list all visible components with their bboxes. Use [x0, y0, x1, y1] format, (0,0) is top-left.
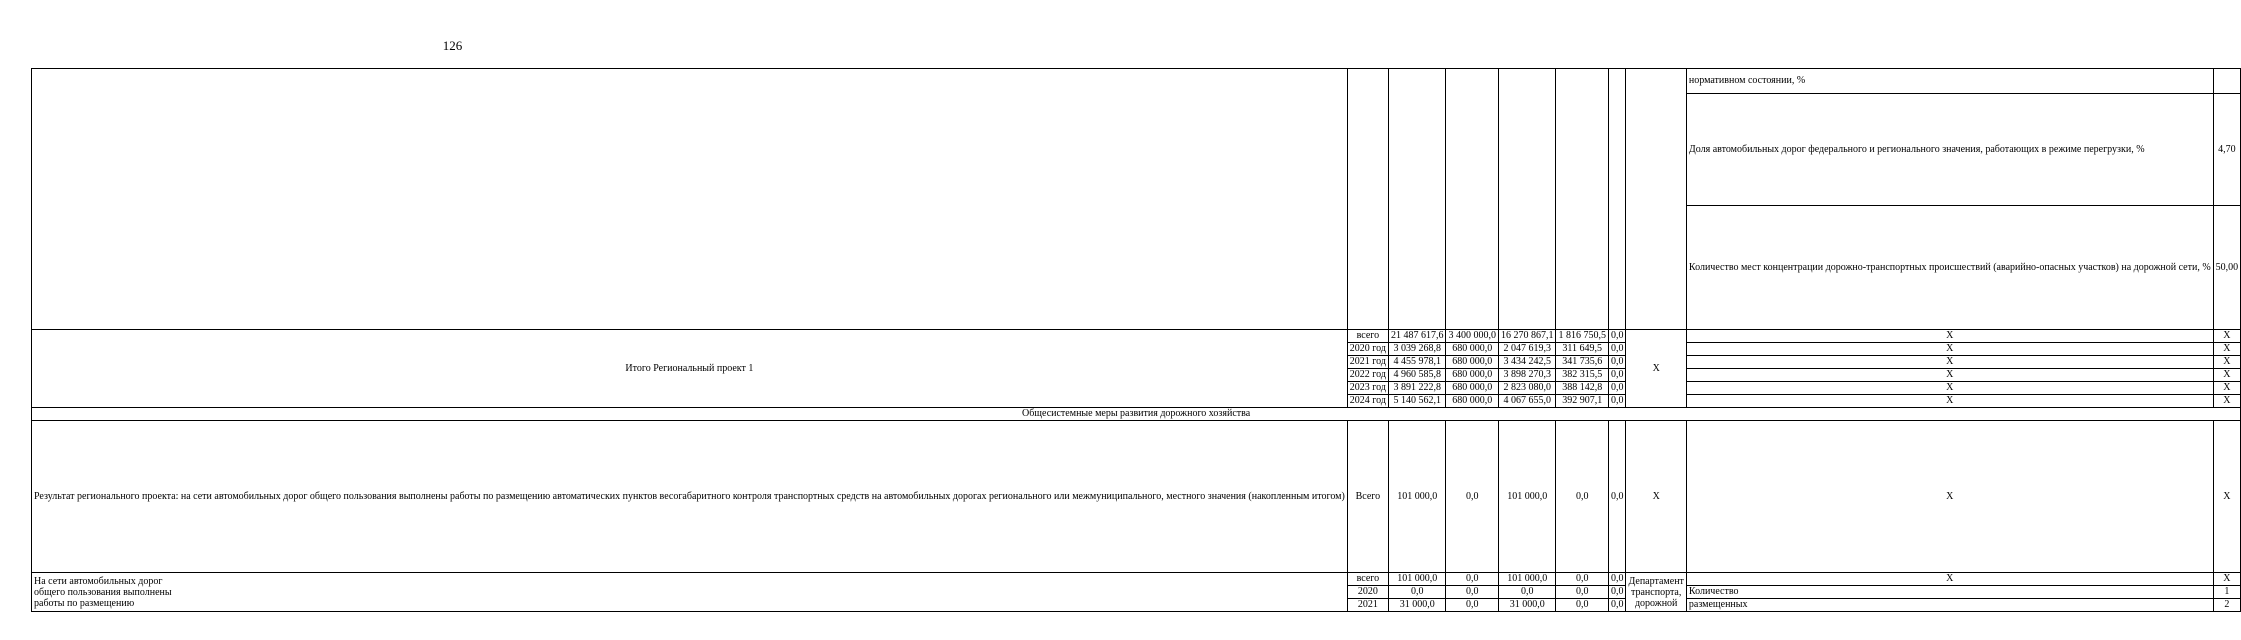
cell-empty: [1498, 69, 1556, 330]
activity-label-line: работы по размещению: [34, 597, 135, 609]
indicator-cell: Х: [1686, 356, 2213, 369]
mun-cell: 0,0: [1556, 586, 1609, 599]
period-cell: 2021 год: [1347, 356, 1388, 369]
period-cell: всего: [1347, 330, 1388, 343]
activity-label-line: На сети автомобильных дорог: [34, 575, 163, 587]
value-cell: Х: [2213, 369, 2241, 382]
total-cell: 101 000,0: [1388, 421, 1446, 573]
period-cell: 2022 год: [1347, 369, 1388, 382]
reg-cell: 101 000,0: [1498, 421, 1556, 573]
period-cell: 2023 год: [1347, 382, 1388, 395]
indicator-cell: Х: [1686, 421, 2213, 573]
mun-cell: 311 649,5: [1556, 343, 1609, 356]
responsible-line: дорожной: [1634, 597, 1678, 609]
section-header: Общесистемные меры развития дорожного хозяйства: [32, 408, 2241, 421]
fed-cell: 680 000,0: [1446, 356, 1499, 369]
value-cell: 1: [2213, 586, 2241, 599]
cell-empty: [1446, 69, 1499, 330]
mun-cell: 0,0: [1556, 599, 1609, 612]
responsible-cell: Х: [1626, 421, 1686, 573]
total-cell: 3 891 222,8: [1388, 382, 1446, 395]
reg-cell: 16 270 867,1: [1498, 330, 1556, 343]
value-cell: Х: [2213, 573, 2241, 586]
reg-cell: 31 000,0: [1498, 599, 1556, 612]
responsible-cell: Х: [1626, 330, 1686, 408]
fed-cell: 680 000,0: [1446, 382, 1499, 395]
period-cell: всего: [1347, 573, 1388, 586]
extra-cell: 0,0: [1608, 330, 1626, 343]
fed-cell: 0,0: [1446, 586, 1499, 599]
extra-cell: 0,0: [1608, 356, 1626, 369]
total-cell: 3 039 268,8: [1388, 343, 1446, 356]
indicator-cell: Х: [1686, 573, 2213, 586]
value-cell: Х: [2213, 356, 2241, 369]
fed-cell: 680 000,0: [1446, 369, 1499, 382]
indicator-cell: Х: [1686, 382, 2213, 395]
responsible-line: Департамент: [1628, 575, 1684, 587]
indicator-text: Количество мест концентрации дорожно-транспортных происшествий (аварийно-опасных участков) на дорожной сети, %: [1686, 206, 2213, 330]
indicator-value: 4,70: [2213, 94, 2241, 206]
cell-empty: [1626, 69, 1686, 330]
cell-empty: [32, 69, 1348, 330]
total-cell: 5 140 562,1: [1388, 395, 1446, 408]
fed-cell: 0,0: [1446, 599, 1499, 612]
value-cell: Х: [2213, 330, 2241, 343]
extra-cell: 0,0: [1608, 586, 1626, 599]
indicator-text: Доля автомобильных дорог федерального и регионального значения, работающих в режиме перегрузки, %: [1686, 94, 2213, 206]
mun-cell: 1 816 750,5: [1556, 330, 1609, 343]
reg-cell: 2 047 619,3: [1498, 343, 1556, 356]
indicator-cell: Х: [1686, 395, 2213, 408]
cell-empty: [1388, 69, 1446, 330]
period-cell: 2020: [1347, 586, 1388, 599]
total-cell: 21 487 617,6: [1388, 330, 1446, 343]
value-cell: Х: [2213, 421, 2241, 573]
responsible-line: транспорта,: [1631, 586, 1682, 598]
fed-cell: 680 000,0: [1446, 343, 1499, 356]
reg-cell: 3 434 242,5: [1498, 356, 1556, 369]
page-number: 126: [442, 38, 463, 53]
indicator-cell: размещенных: [1686, 599, 2213, 612]
reg-cell: 2 823 080,0: [1498, 382, 1556, 395]
period-cell: Всего: [1347, 421, 1388, 573]
indicator-cell: Х: [1686, 330, 2213, 343]
indicator-text: нормативном состоянии, %: [1686, 69, 2213, 94]
responsible-cell: [1626, 573, 1686, 612]
fed-cell: 3 400 000,0: [1446, 330, 1499, 343]
reg-cell: 4 067 655,0: [1498, 395, 1556, 408]
period-cell: 2024 год: [1347, 395, 1388, 408]
total-row: [32, 330, 2241, 343]
extra-cell: 0,0: [1608, 395, 1626, 408]
total-cell: 4 960 585,8: [1388, 369, 1446, 382]
indicator-cell: Х: [1686, 343, 2213, 356]
fed-cell: 0,0: [1446, 573, 1499, 586]
total-cell: 4 455 978,1: [1388, 356, 1446, 369]
indicator-cell: Количество: [1686, 586, 2213, 599]
indicator-row: [32, 69, 2241, 94]
extra-cell: 0,0: [1608, 343, 1626, 356]
reg-cell: 101 000,0: [1498, 573, 1556, 586]
cell-empty: [1347, 69, 1388, 330]
indicator-value: 50,00: [2213, 206, 2241, 330]
activity-label: [32, 573, 1348, 612]
extra-cell: 0,0: [1608, 573, 1626, 586]
total-cell: 0,0: [1388, 586, 1446, 599]
value-cell: Х: [2213, 395, 2241, 408]
extra-cell: 0,0: [1608, 599, 1626, 612]
period-cell: 2020 год: [1347, 343, 1388, 356]
mun-cell: 388 142,8: [1556, 382, 1609, 395]
mun-cell: 382 315,5: [1556, 369, 1609, 382]
extra-cell: 0,0: [1608, 382, 1626, 395]
result-label: Результат регионального проекта: на сети автомобильных дорог общего пользования выполнены работы по размещению автоматических пунктов весогабаритного контроля транспортных средств на автомобильных дорогах регионального или межмуниципального, местного значения (накопленным итогом): [32, 421, 1348, 573]
value-cell: 2: [2213, 599, 2241, 612]
reg-cell: 3 898 270,3: [1498, 369, 1556, 382]
mun-cell: 0,0: [1556, 421, 1609, 573]
total-label: Итого Региональный проект 1: [32, 330, 1348, 408]
total-cell: 31 000,0: [1388, 599, 1446, 612]
cell-empty: [1608, 69, 1626, 330]
result-row: [32, 421, 2241, 573]
mun-cell: 392 907,1: [1556, 395, 1609, 408]
value-cell: Х: [2213, 382, 2241, 395]
fed-cell: 0,0: [1446, 421, 1499, 573]
total-cell: 101 000,0: [1388, 573, 1446, 586]
value-cell: Х: [2213, 343, 2241, 356]
mun-cell: 341 735,6: [1556, 356, 1609, 369]
budget-table: [31, 68, 2241, 612]
extra-cell: 0,0: [1608, 369, 1626, 382]
indicator-cell: Х: [1686, 369, 2213, 382]
cell-empty: [1556, 69, 1609, 330]
extra-cell: 0,0: [1608, 421, 1626, 573]
activity-label-line: общего пользования выполнены: [34, 586, 172, 598]
period-cell: 2021: [1347, 599, 1388, 612]
mun-cell: 0,0: [1556, 573, 1609, 586]
indicator-value: [2213, 69, 2241, 94]
activity-row: [32, 573, 2241, 586]
section-row: [32, 408, 2241, 421]
fed-cell: 680 000,0: [1446, 395, 1499, 408]
reg-cell: 0,0: [1498, 586, 1556, 599]
